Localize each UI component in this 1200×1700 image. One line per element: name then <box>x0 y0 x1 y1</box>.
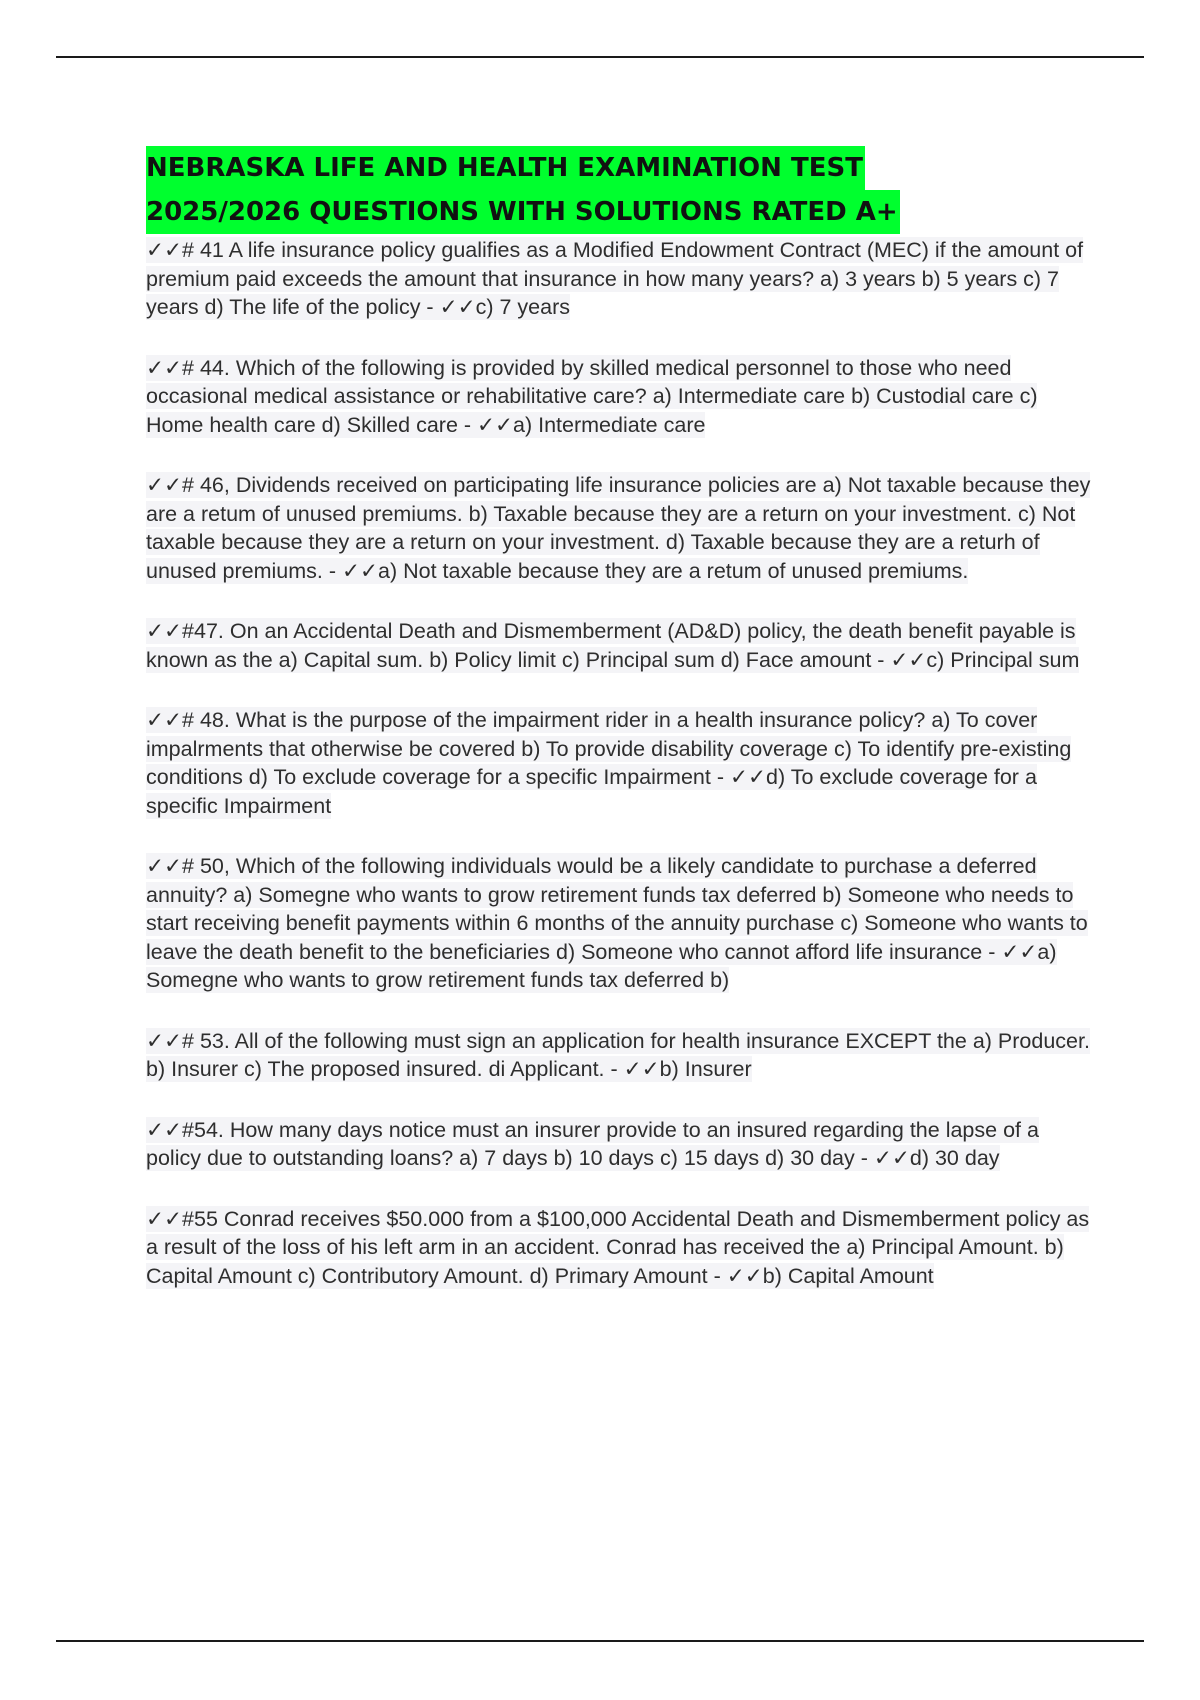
question-text: ✓✓# 48. What is the purpose of the impairment rider in a health insurance policy? a) To cover impalrments that otherwise be covered b) To provide disability coverage c) To identify pre-existing conditions d) To exclude coverage for a specific Impairment - ✓✓d) To exclude coverage for a specific Impairment <box>146 708 1072 818</box>
question-item <box>146 354 1098 440</box>
question-text: ✓✓# 53. All of the following must sign an application for health insurance EXCEPT the a) Producer. b) Insurer c) The proposed insured. di Applicant. - ✓✓b) Insurer <box>146 1028 1090 1081</box>
title-line-2: 2025/2026 QUESTIONS WITH SOLUTIONS RATED A+ <box>146 190 900 234</box>
question-item <box>146 1027 1098 1084</box>
question-text: ✓✓# 44. Which of the following is provided by skilled medical personnel to those who need occasional medical assistance or rehabilitative care? a) Intermediate care b) Custodial care c) Home health care d) Skilled care - ✓✓a) Intermediate care <box>146 355 1038 437</box>
question-text: ✓✓# 46, Dividends received on participating life insurance policies are a) Not taxable because they are a retum of unused premiums. b) Taxable because they are a return on your investment. c) Not taxable because they are a return on your investment. d) Taxable because they are a returh of unused premiums. - ✓✓a) Not taxable because they are a retum of unused premiums. <box>146 473 1091 583</box>
question-item <box>146 706 1098 820</box>
document-body <box>146 146 1098 1290</box>
question-item <box>146 1116 1098 1173</box>
question-text: ✓✓# 50, Which of the following individuals would be a likely candidate to purchase a deferred annuity? a) Somegne who wants to grow retirement funds tax deferred b) Someone who needs to start receiving benefit payments within 6 months of the annuity purchase c) Someone who wants to leave the death benefit to the beneficiaries d) Someone who cannot afford life insurance - ✓✓a) Somegne who wants to grow retirement funds tax deferred b) <box>146 854 1088 992</box>
question-item <box>146 852 1098 995</box>
footer-rule <box>56 1640 1144 1642</box>
title-line-1: NEBRASKA LIFE AND HEALTH EXAMINATION TEST <box>146 146 865 190</box>
question-item <box>146 471 1098 585</box>
question-item <box>146 617 1098 674</box>
header-rule <box>56 56 1144 58</box>
question-text: ✓✓#55 Conrad receives $50.000 from a $100,000 Accidental Death and Dismemberment policy as a result of the loss of his left arm in an accident. Conrad has received the a) Principal Amount. b) Capital Amount c) Contributory Amount. d) Primary Amount - ✓✓b) Capital Amount <box>146 1206 1090 1288</box>
question-item <box>146 1205 1098 1291</box>
document-title <box>146 146 1098 234</box>
question-item <box>146 236 1098 322</box>
question-text: ✓✓#47. On an Accidental Death and Dismemberment (AD&D) policy, the death benefit payable is known as the a) Capital sum. b) Policy limit c) Principal sum d) Face amount - ✓✓c) Principal sum <box>146 619 1080 672</box>
question-text: ✓✓# 41 A life insurance policy gualifies as a Modified Endowment Contract (MEC) if the amount of premium paid exceeds the amount that insurance in how many years? a) 3 years b) 5 years c) 7 years d) The life of the policy - ✓✓c) 7 years <box>146 238 1084 319</box>
question-text: ✓✓#54. How many days notice must an insurer provide to an insured regarding the lapse of a policy due to outstanding loans? a) 7 days b) 10 days c) 15 days d) 30 day - ✓✓d) 30 day <box>146 1117 1039 1170</box>
